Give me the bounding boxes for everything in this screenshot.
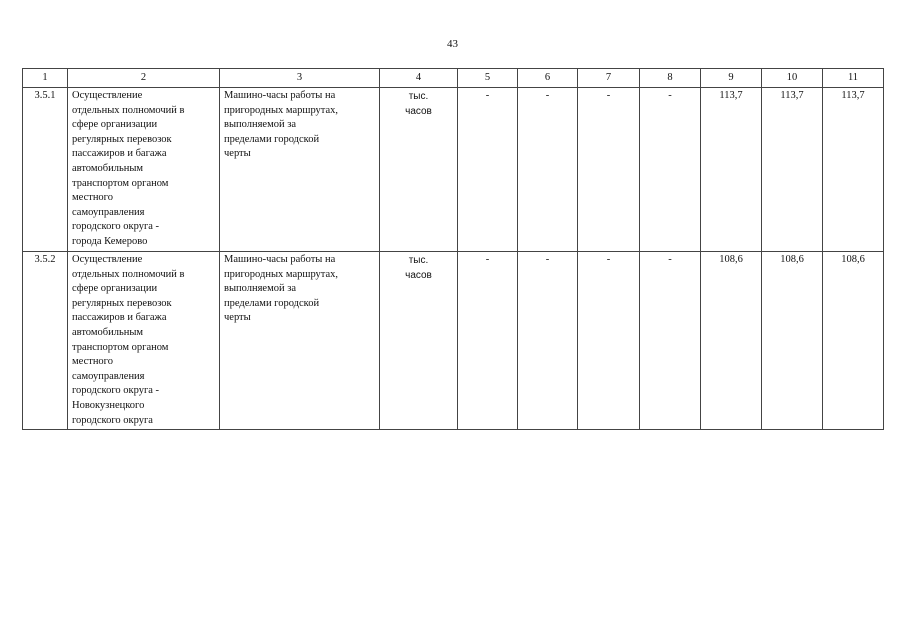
description-line: местного [72, 192, 113, 204]
header-cell: 9 [701, 69, 762, 88]
header-row [23, 69, 884, 88]
indicator-line: Машино-часы работы на [224, 254, 336, 265]
header-cell: 3 [220, 69, 380, 88]
table-row [23, 88, 884, 252]
header-cell: 7 [578, 69, 640, 88]
unit-line: часов [405, 106, 432, 117]
value-cell: - [640, 252, 701, 430]
value-cell: 113,7 [701, 88, 762, 252]
page-number: 43 [447, 38, 458, 50]
value-cell: - [458, 88, 518, 252]
description-line: Новокузнецкого [72, 399, 145, 411]
description-line: Осуществление [72, 254, 143, 265]
row-unit [380, 88, 458, 252]
indicator-line: пределами городской [224, 133, 320, 145]
header-cell: 6 [518, 69, 578, 88]
indicator-line: выполняемой за [224, 119, 297, 131]
value-cell: - [578, 88, 640, 252]
indicator-line: пригородных маршрутах, [224, 268, 339, 280]
header-cell: 10 [762, 69, 823, 88]
row-indicator [220, 88, 380, 252]
indicator-line: черты [224, 148, 251, 160]
value-cell: - [458, 252, 518, 430]
value-cell: - [518, 252, 578, 430]
description-line: городского округа [72, 414, 153, 426]
row-indicator [220, 252, 380, 430]
unit-line: часов [405, 270, 432, 281]
value-cell: - [518, 88, 578, 252]
description-line: регулярных перевозок [72, 133, 172, 145]
description-line: самоуправления [72, 370, 145, 382]
unit-line: тыс. [408, 255, 429, 266]
header-cell: 2 [68, 69, 220, 88]
row-description [68, 88, 220, 252]
indicator-line: Машино-часы работы на [224, 90, 336, 101]
header-cell: 4 [380, 69, 458, 88]
value-cell: - [578, 252, 640, 430]
value-cell: 108,6 [762, 252, 823, 430]
value-cell: 108,6 [701, 252, 762, 430]
value-cell: 113,7 [823, 88, 884, 252]
header-cell: 1 [23, 69, 68, 88]
description-line: регулярных перевозок [72, 297, 172, 309]
unit-line: тыс. [408, 91, 429, 102]
description-line: сфере организации [72, 119, 158, 131]
description-line: отдельных полномочий в [72, 104, 185, 116]
description-line: транспортом органом [72, 177, 169, 189]
indicator-line: черты [224, 312, 251, 324]
description-line: отдельных полномочий в [72, 268, 185, 280]
header-cell: 8 [640, 69, 701, 88]
row-code: 3.5.2 [23, 252, 68, 430]
description-line: местного [72, 356, 113, 368]
description-line: Осуществление [72, 90, 143, 101]
description-line: автомобильным [72, 326, 144, 338]
indicator-line: пригородных маршрутах, [224, 104, 339, 116]
data-table [22, 68, 884, 430]
description-line: городского округа - [72, 385, 160, 397]
value-cell: - [640, 88, 701, 252]
indicator-line: выполняемой за [224, 283, 297, 295]
description-line: сфере организации [72, 283, 158, 295]
value-cell: 113,7 [762, 88, 823, 252]
value-cell: 108,6 [823, 252, 884, 430]
table-row [23, 252, 884, 430]
description-line: самоуправления [72, 206, 145, 218]
indicator-line: пределами городской [224, 297, 320, 309]
row-code: 3.5.1 [23, 88, 68, 252]
description-line: городского округа - [72, 221, 160, 233]
description-line: пассажиров и багажа [72, 148, 167, 160]
description-line: пассажиров и багажа [72, 312, 167, 324]
description-line: транспортом органом [72, 341, 169, 353]
header-cell: 11 [823, 69, 884, 88]
row-unit [380, 252, 458, 430]
description-line: города Кемерово [72, 235, 148, 247]
description-line: автомобильным [72, 162, 144, 174]
header-cell: 5 [458, 69, 518, 88]
row-description [68, 252, 220, 430]
